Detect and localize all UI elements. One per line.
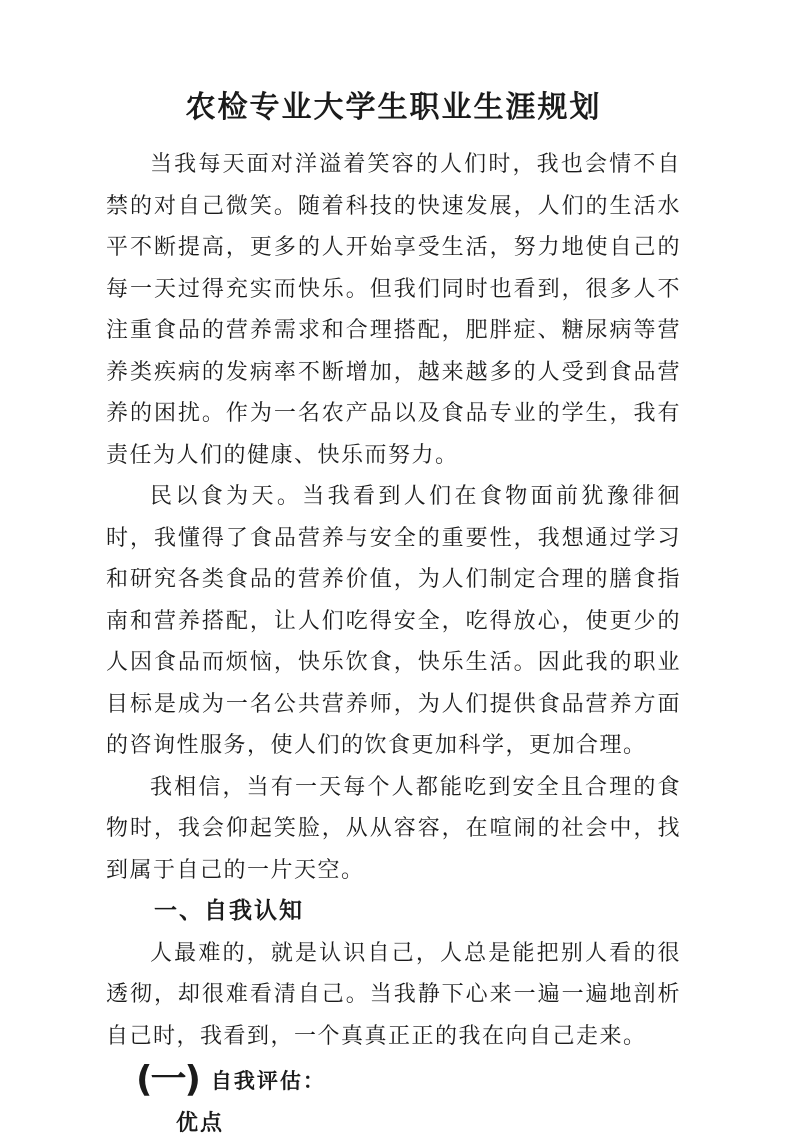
- paragraph-intro-3: 我相信，当有一天每个人都能吃到安全且合理的食物时，我会仰起笑脸，从从容容，在喧闹的社会中，找到属于自己的一片天空。: [106, 774, 681, 883]
- sub-item-strengths: 优点: [176, 1111, 225, 1136]
- subsection-label: 自我评估：: [210, 1069, 326, 1093]
- subsection-number: (一): [136, 1059, 199, 1100]
- subsection-heading-self-evaluation: [106, 1057, 681, 1103]
- paragraph-intro-2: 民以食为天。当我看到人们在食物面前犹豫徘徊时，我懂得了食品营养与安全的重要性，我想通过学习和研究各类食品的营养价值，为人们制定合理的膳食指南和营养搭配，让人们吃得安全，吃得放心，使更少的人因食品而烦恼，快乐饮食，快乐生活。因此我的职业目标是成为一名公共营养师，为人们提供食品营养方面的咨询性服务，使人们的饮食更加科学，更加合理。: [106, 484, 681, 758]
- paragraph-self-awareness: 人最难的，就是认识自己，人总是能把别人看的很透彻，却很难看清自己。当我静下心来一遍一遍地剖析自己时，我看到，一个真真正正的我在向自己走来。: [106, 940, 681, 1049]
- section-heading-self-awareness: 一、自我认知: [154, 898, 304, 924]
- document-title: 农检专业大学生职业生涯规划: [185, 90, 602, 125]
- paragraph-intro-1: 当我每天面对洋溢着笑容的人们时，我也会情不自禁的对自己微笑。随着科技的快速发展，人们的生活水平不断提高，更多的人开始享受生活，努力地使自己的每一天过得充实而快乐。但我们同时也看到，很多人不注重食品的营养需求和合理搭配，肥胖症、糖尿病等营养类疾病的发病率不断增加，越来越多的人受到食品营养的困扰。作为一名农产品以及食品专业的学生，我有责任为人们的健康、快乐而努力。: [106, 152, 681, 468]
